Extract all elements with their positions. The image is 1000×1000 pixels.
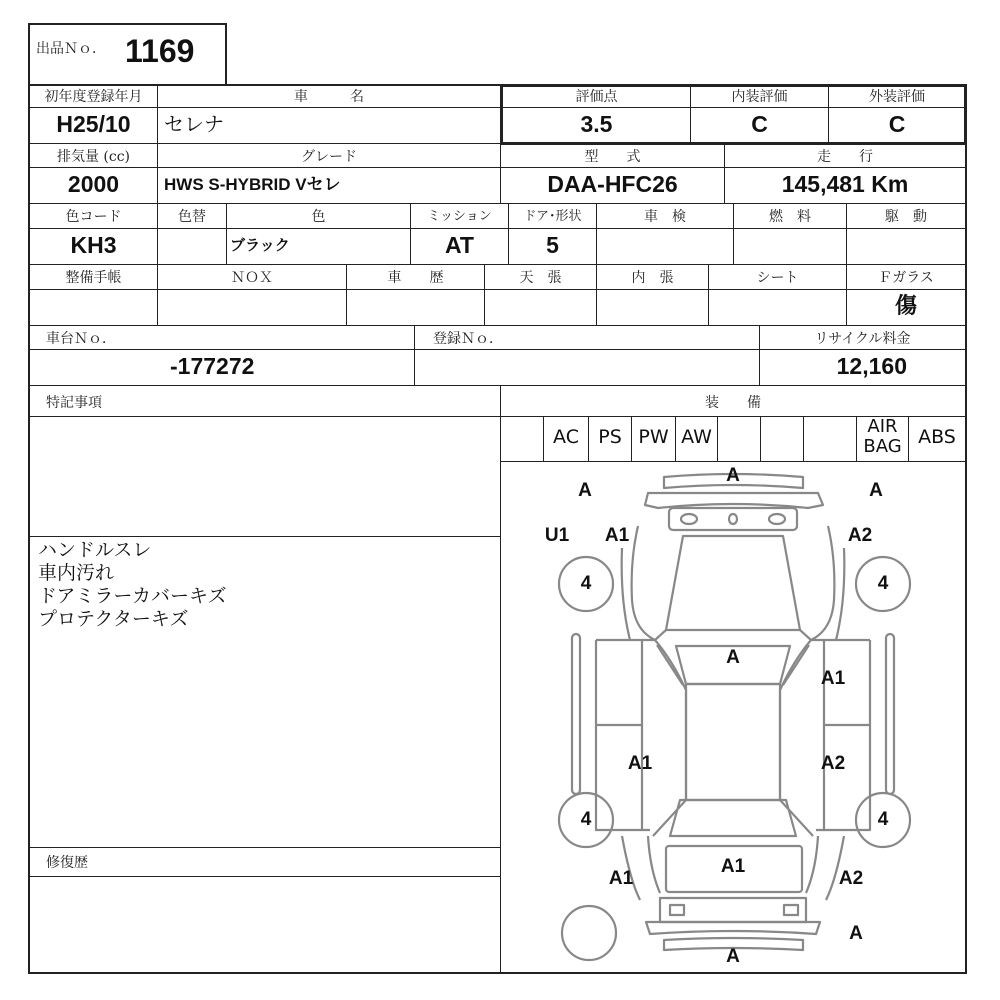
interior-label: 内装評価: [731, 89, 788, 105]
mark-right-quarter: A2: [838, 868, 864, 889]
f-glass-value: 傷: [894, 293, 917, 319]
first-reg-value: H25/10: [56, 111, 131, 137]
tire-fl: 4: [580, 573, 592, 594]
seat-label: シート: [756, 270, 799, 286]
mark-right-rear-door: A2: [820, 753, 846, 774]
recycle-fee-label: リサイクル料金: [814, 331, 911, 347]
inspection-label: 車 検: [644, 209, 686, 225]
mark-front-right-corner: A: [869, 480, 883, 501]
equipment-ac: AC: [553, 426, 579, 448]
maint-book-label: 整備手帳: [65, 270, 122, 286]
model-label: 型 式: [584, 149, 641, 165]
roof-label: 天 張: [519, 270, 562, 286]
car-name-value: セレナ: [164, 112, 224, 136]
history-label: 車 歴: [387, 270, 444, 286]
note-line: プロテクターキズ: [38, 608, 189, 630]
special-notes-label: 特記事項: [46, 395, 102, 411]
equipment-ps: PS: [598, 426, 622, 448]
note-line: ドアミラーカバーキズ: [38, 585, 227, 607]
equipment-pw: PW: [638, 426, 669, 448]
mileage-label: 走 行: [817, 149, 873, 165]
tire-fr: 4: [877, 573, 889, 594]
border: [28, 972, 967, 974]
score-label: 評価点: [575, 89, 618, 105]
chassis-no-label: 車台Ｎｏ．: [46, 331, 116, 347]
mark-left-fender-u: U1: [544, 525, 570, 546]
mark-right-front-door: A1: [820, 668, 846, 689]
border: [28, 23, 227, 25]
score-value: 3.5: [580, 111, 613, 137]
tire-rl: 4: [580, 809, 592, 830]
transmission-label: ミッション: [427, 209, 492, 224]
reg-no-label: 登録Ｎｏ．: [433, 331, 503, 347]
mark-left-rear-door: A1: [627, 753, 653, 774]
drive-label: 駆 動: [885, 209, 927, 225]
displacement-value: 2000: [67, 171, 120, 197]
note-line: ハンドルスレ: [38, 539, 152, 561]
note-line: 車内汚れ: [38, 562, 115, 584]
mark-left-fender-a: A1: [604, 525, 630, 546]
mark-rear: A: [726, 946, 740, 967]
border: [225, 23, 227, 85]
mark-back-door: A1: [720, 856, 746, 877]
exterior-label: 外装評価: [869, 89, 925, 105]
mark-front-left-corner: A: [578, 480, 592, 501]
interior-value: C: [751, 111, 768, 137]
lot-number: 1169: [125, 33, 195, 69]
exterior-value: C: [888, 111, 906, 137]
border: [965, 84, 967, 973]
model-value: DAA-HFC26: [547, 171, 678, 197]
color-label: 色: [311, 209, 326, 225]
color-code-value: KH3: [70, 232, 117, 258]
equipment-aw: AW: [681, 426, 712, 448]
mark-roof-front: A: [726, 647, 740, 668]
first-reg-label: 初年度登録年月: [44, 89, 143, 105]
border: [28, 23, 30, 85]
tire-rr: 4: [877, 809, 889, 830]
mark-left-quarter: A1: [608, 868, 634, 889]
mark-right-fender: A2: [847, 525, 873, 546]
nox-label: ＮＯＸ: [231, 270, 273, 286]
fuel-label: 燃 料: [769, 209, 811, 225]
chassis-no-value: -177272: [170, 353, 255, 379]
equipment-abs: ABS: [918, 426, 956, 448]
mark-rear-right-corner: A: [849, 923, 863, 944]
equipment-label: 装 備: [705, 395, 761, 411]
mileage-value: 145,481 Km: [781, 171, 909, 197]
color-value: ブラック: [230, 236, 290, 254]
repair-history-label: 修復歴: [46, 855, 88, 871]
recycle-fee-value: 12,160: [836, 353, 907, 379]
displacement-label: 排気量 (cc): [56, 149, 131, 165]
transmission-value: AT: [445, 232, 474, 258]
lot-label: 出品Ｎｏ．: [36, 41, 106, 57]
door-type-label: ドア･形状: [523, 209, 582, 224]
f-glass-label: Ｆガラス: [878, 270, 934, 286]
color-code-label: 色コード: [65, 209, 122, 225]
interior-trim-label: 内 張: [631, 270, 674, 286]
door-type-value: 5: [546, 232, 559, 258]
grade-value: HWS S-HYBRID Vセレ: [164, 175, 341, 194]
equipment-airbag: AIR BAG: [863, 416, 902, 457]
grade-label: グレード: [301, 149, 357, 165]
mark-front: A: [726, 465, 740, 486]
color-change-label: 色替: [178, 209, 206, 225]
car-name-label: 車 名: [294, 89, 364, 105]
